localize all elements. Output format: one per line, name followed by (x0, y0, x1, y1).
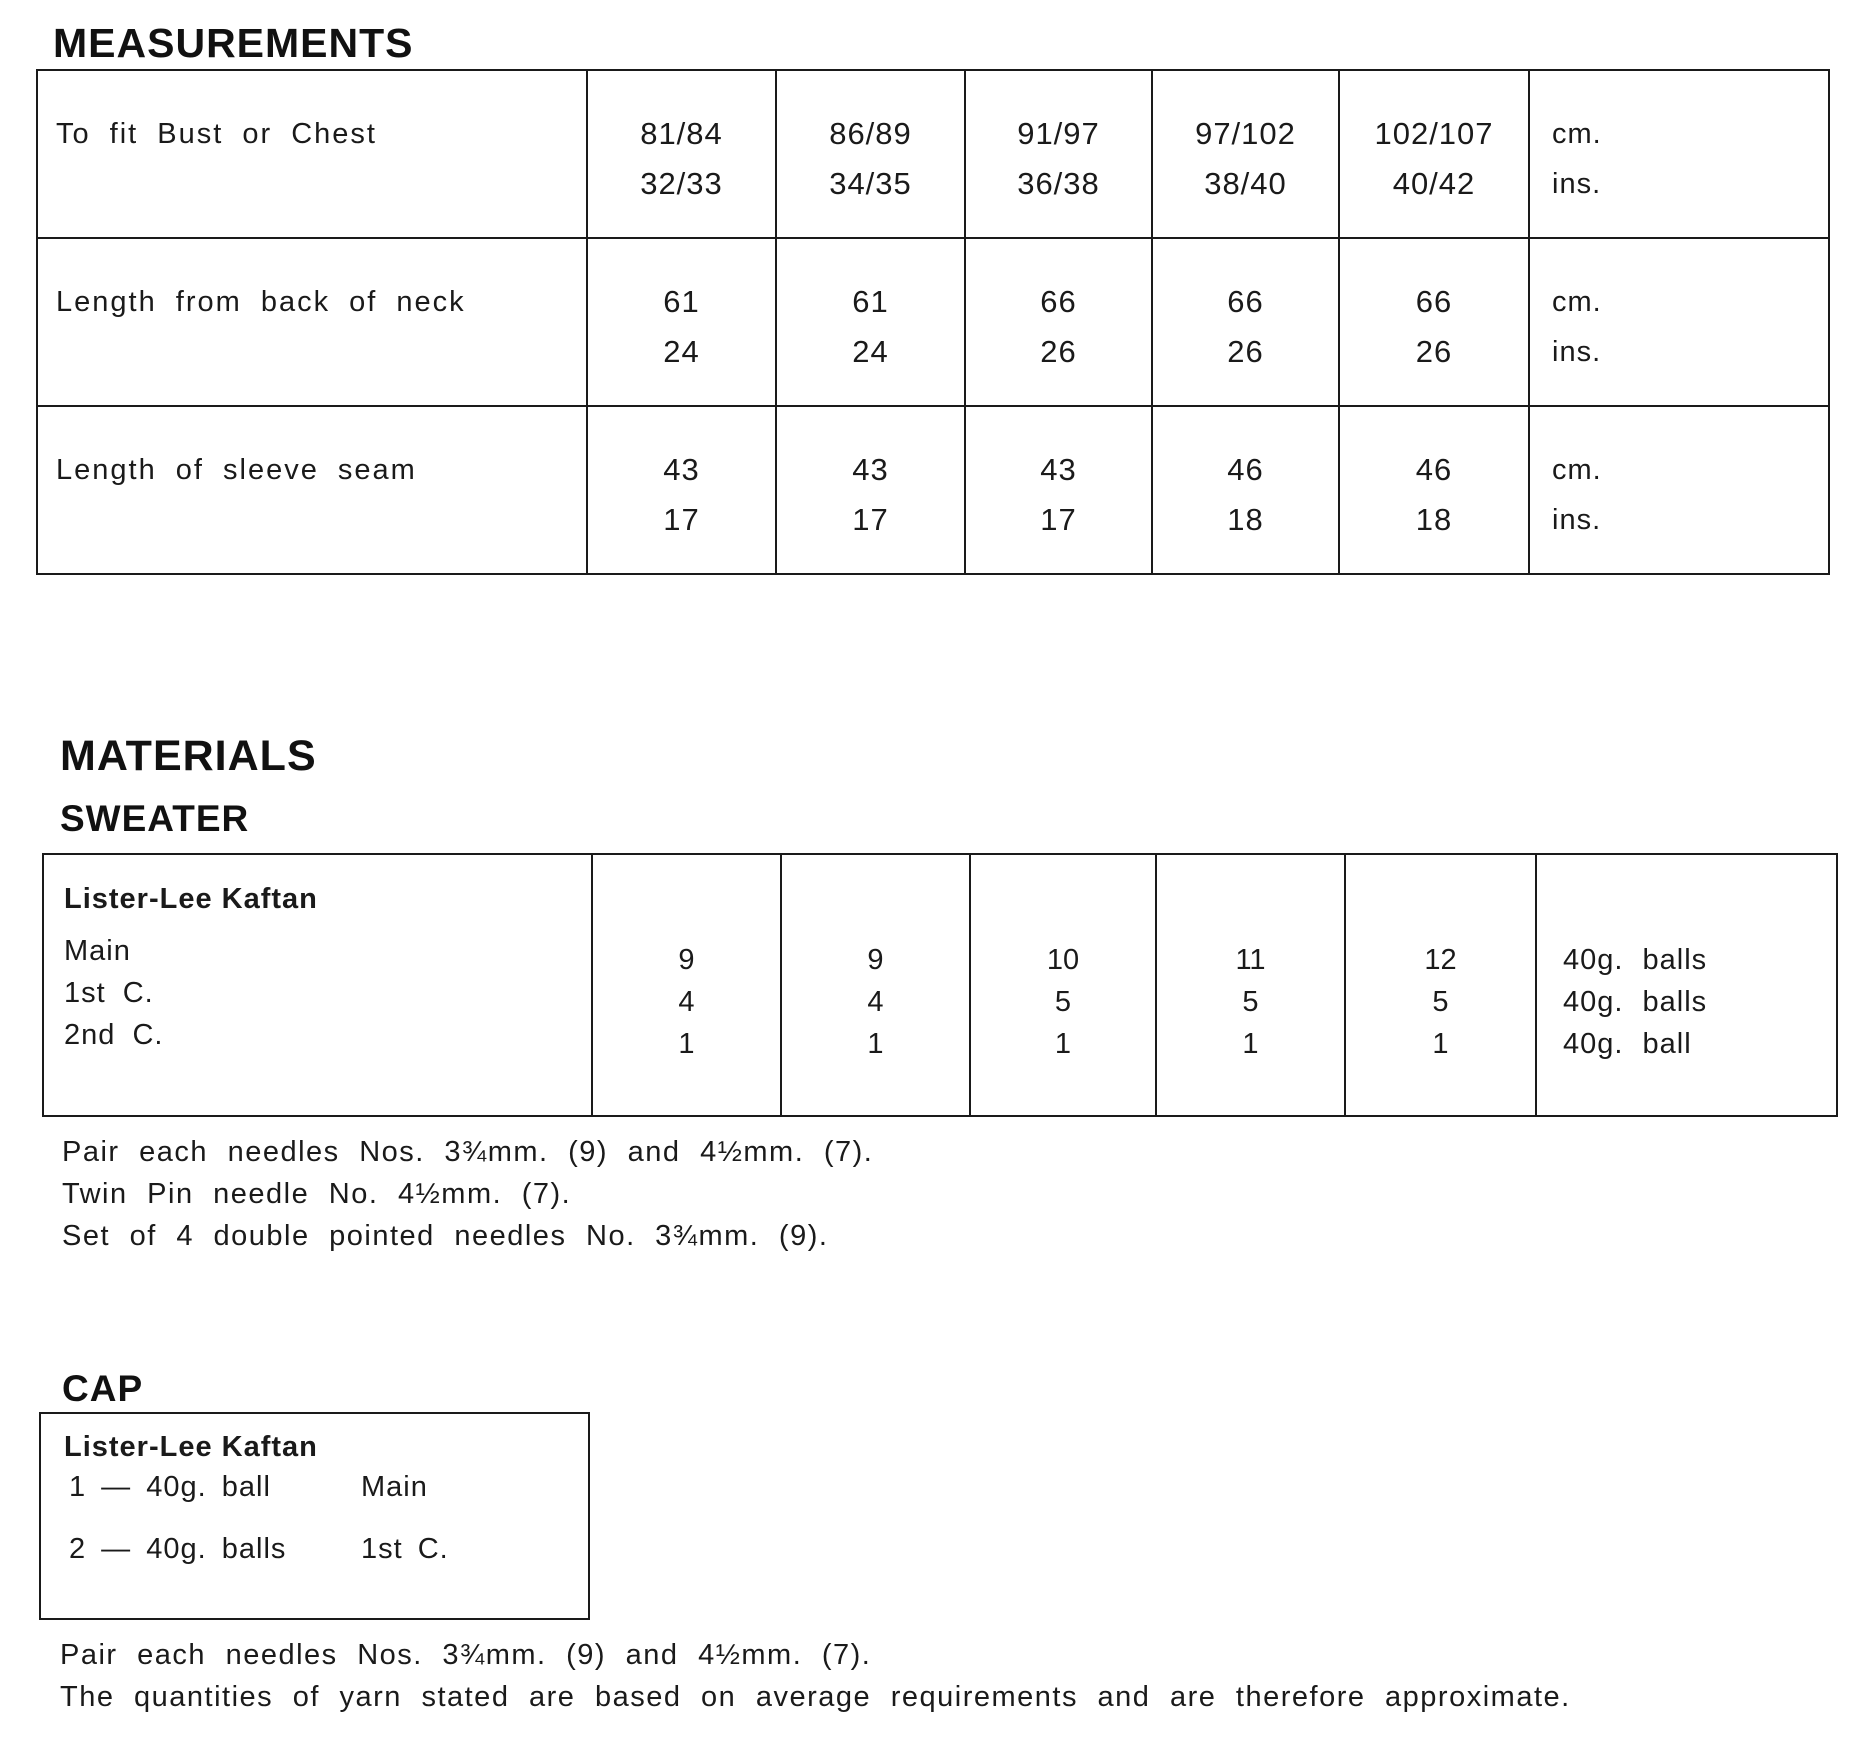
cap-colour: Main (361, 1471, 428, 1503)
table-row (37, 70, 1829, 238)
size-cell: 46 18 (1339, 406, 1529, 574)
unit-cell: cm. ins. (1529, 238, 1829, 406)
note-line: Set of 4 double pointed needles No. 3¾mm. (9). (62, 1220, 829, 1252)
size-cell: 12 5 1 (1345, 854, 1536, 1116)
size-cell: 66 26 (1339, 238, 1529, 406)
cap-notes (60, 1634, 1571, 1718)
sweater-heading: SWEATER (60, 798, 250, 839)
note-line: Pair each needles Nos. 3¾mm. (9) and 4½mm. (7). (60, 1639, 872, 1671)
yarn-name: Lister-Lee Kaftan (64, 1431, 318, 1463)
colour-label: Main (64, 935, 131, 967)
table-row (37, 238, 1829, 406)
size-cell: 9 4 1 (781, 854, 970, 1116)
cap-heading: CAP (62, 1368, 144, 1409)
note-line: Twin Pin needle No. 4½mm. (7). (62, 1178, 572, 1210)
row-label: Length from back of neck (37, 238, 587, 406)
unit-cell: cm. ins. (1529, 70, 1829, 238)
note-line: The quantities of yarn stated are based on average requirements and are therefore approximate. (60, 1681, 1571, 1713)
size-cell: 86/89 34/35 (776, 70, 965, 238)
note-line: Pair each needles Nos. 3¾mm. (9) and 4½mm. (7). (62, 1136, 874, 1168)
cap-colour: 1st C. (361, 1533, 449, 1565)
size-cell: 66 26 (965, 238, 1152, 406)
sweater-materials-table (42, 853, 1838, 1117)
materials-heading: MATERIALS (60, 732, 317, 780)
table-row (37, 406, 1829, 574)
colour-label: 2nd C. (64, 1019, 164, 1051)
size-cell: 102/107 40/42 (1339, 70, 1529, 238)
yarn-name: Lister-Lee Kaftan (64, 883, 318, 915)
size-cell: 66 26 (1152, 238, 1339, 406)
size-cell: 11 5 1 (1156, 854, 1345, 1116)
yarn-cell (43, 854, 592, 1116)
cap-materials-box (39, 1412, 590, 1620)
colour-label: 1st C. (64, 977, 154, 1009)
table-row (43, 854, 1837, 1116)
row-label: To fit Bust or Chest (37, 70, 587, 238)
size-cell: 43 17 (776, 406, 965, 574)
size-cell: 10 5 1 (970, 854, 1156, 1116)
cap-quantity: 2 — 40g. balls (69, 1533, 287, 1565)
size-cell: 97/102 38/40 (1152, 70, 1339, 238)
size-cell: 43 17 (587, 406, 776, 574)
measurements-heading: MEASUREMENTS (53, 20, 414, 66)
sweater-needles-notes (62, 1131, 873, 1257)
size-cell: 9 4 1 (592, 854, 781, 1116)
row-label: Length of sleeve seam (37, 406, 587, 574)
size-cell: 61 24 (587, 238, 776, 406)
size-cell: 61 24 (776, 238, 965, 406)
cap-quantity: 1 — 40g. ball (69, 1471, 271, 1503)
size-cell: 43 17 (965, 406, 1152, 574)
size-cell: 46 18 (1152, 406, 1339, 574)
unit-cell: cm. ins. (1529, 406, 1829, 574)
unit-cell: 40g. balls 40g. balls 40g. ball (1536, 854, 1837, 1116)
measurements-table (36, 69, 1830, 575)
size-cell: 81/84 32/33 (587, 70, 776, 238)
size-cell: 91/97 36/38 (965, 70, 1152, 238)
